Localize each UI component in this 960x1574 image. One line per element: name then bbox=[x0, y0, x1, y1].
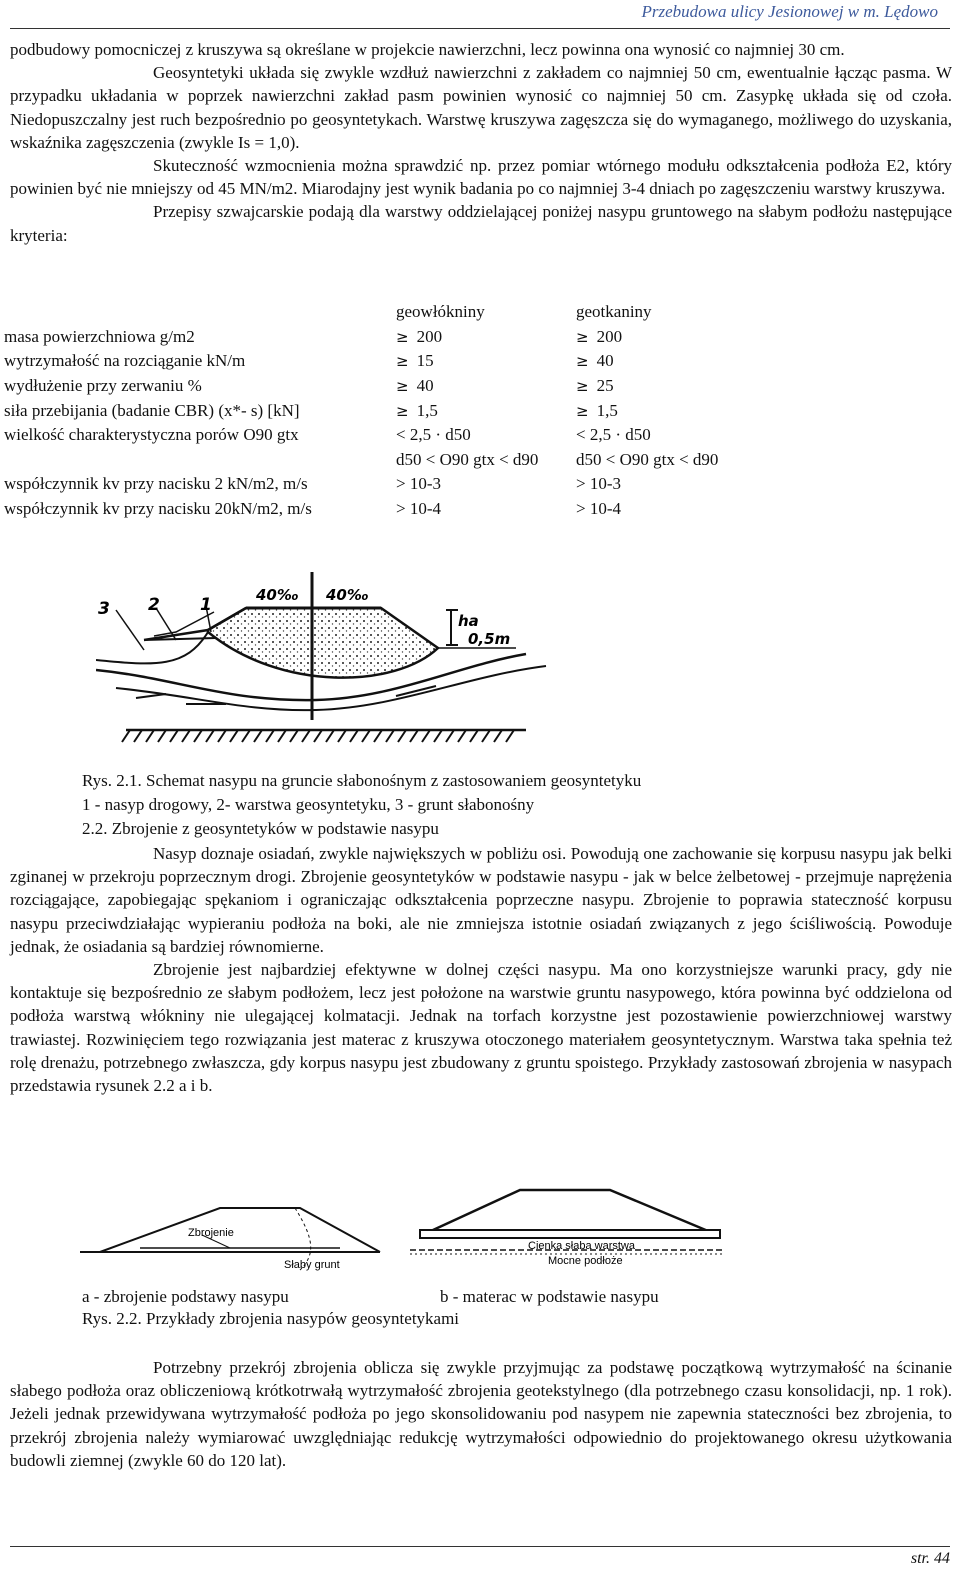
header-rule bbox=[10, 28, 950, 29]
criteria-value-geowlokniny bbox=[396, 472, 576, 497]
hatch-mark bbox=[206, 730, 214, 742]
figure2a-caption: a - zbrojenie podstawy nasypu bbox=[82, 1287, 289, 1306]
hatch-mark bbox=[470, 730, 478, 742]
label-slope-left: 40‰ bbox=[256, 586, 299, 604]
hatch-mark bbox=[278, 730, 286, 742]
embankment-schematic-figure bbox=[96, 570, 566, 750]
hatch-mark bbox=[242, 730, 250, 742]
criteria-row bbox=[4, 325, 904, 350]
criteria-value: 40 bbox=[416, 376, 434, 396]
criteria-row bbox=[4, 349, 904, 374]
paragraph-cross-section: Potrzebny przekrój zbrojenia oblicza się zwykle przyjmując za podstawę początkową wytrzymałość na ścinanie słabego podłoża oraz obliczeniową krótkotrwałą wytrzymałość zbrojenia geotekstylnego (dla potrzebnego czasu konsolidacji, np. 1 rok). Jeżeli jednak przewidywana wytrzymałość podłoża po jego skonsolidowaniu pod nasypem nie zapewnia stateczności bez zbrojenia, to przekrój zbrojenia należy wymiarować uwzględniając redukcję wytrzymałości odpowiednio do projektowanego okresu użytkowania budowli ziemnej (zwykle 60 do 120 lat). bbox=[10, 1358, 952, 1470]
hatch-mark bbox=[122, 730, 130, 742]
hatch-mark bbox=[338, 730, 346, 742]
label-distance: 0,5m bbox=[468, 630, 511, 648]
criteria-value: > 10-4 bbox=[396, 499, 441, 519]
hatch-mark bbox=[494, 730, 502, 742]
footer-rule bbox=[10, 1546, 950, 1547]
criteria-row bbox=[4, 423, 904, 448]
criteria-name: współczynnik kv przy nacisku 20kN/m2, m/s bbox=[4, 499, 312, 519]
criteria-value-geotkaniny bbox=[576, 472, 904, 497]
criteria-name: wydłużenie przy zerwaniu % bbox=[4, 376, 202, 396]
criteria-value-geotkaniny bbox=[576, 398, 904, 423]
criteria-row bbox=[4, 497, 904, 522]
criteria-name bbox=[4, 448, 396, 473]
hatch-mark bbox=[266, 730, 274, 742]
criteria-value: d50 < O90 gtx < d90 bbox=[396, 449, 539, 469]
hatch-mark bbox=[398, 730, 406, 742]
hatch-mark bbox=[422, 730, 430, 742]
hatch-mark bbox=[194, 730, 202, 742]
criteria-name: wielkość charakterystyczna porów O90 gtx bbox=[4, 425, 299, 445]
figure2b bbox=[410, 1190, 725, 1267]
hatch-mark bbox=[182, 730, 190, 742]
label-zbrojenie: Zbrojenie bbox=[188, 1227, 234, 1239]
hatch-mark bbox=[326, 730, 334, 742]
label-ha: ha bbox=[458, 612, 479, 630]
criteria-row bbox=[4, 398, 904, 423]
criteria-name: wytrzymałość na rozciąganie kN/m bbox=[4, 351, 246, 371]
criteria-value: 15 bbox=[416, 351, 434, 371]
label-slaby-grunt: Słaby grunt bbox=[284, 1259, 340, 1271]
criteria-value-geowlokniny bbox=[396, 398, 576, 423]
hatch-mark bbox=[314, 730, 322, 742]
criteria-value: d50 < O90 gtx < d90 bbox=[576, 449, 719, 469]
hatch-mark bbox=[134, 730, 142, 742]
criteria-header-row bbox=[4, 300, 904, 325]
hatch-mark bbox=[302, 730, 310, 742]
text-section-top bbox=[10, 38, 952, 247]
figure1-caption-title: Rys. 2.1. Schemat nasypu na gruncie słabonośnym z zastosowaniem geosyntetyku bbox=[82, 771, 642, 790]
hatch-mark bbox=[218, 730, 226, 742]
criteria-value: 200 bbox=[416, 326, 443, 346]
criteria-value: 200 bbox=[596, 326, 623, 346]
hatch-mark bbox=[290, 730, 298, 742]
hatch-mark bbox=[482, 730, 490, 742]
criteria-value: 1,5 bbox=[416, 400, 438, 420]
label-mocne-podloze: Mocne podłoże bbox=[548, 1255, 623, 1267]
header-geowlokniny: geowłókniny bbox=[396, 302, 485, 322]
paragraph-effectiveness: Skuteczność wzmocnienia można sprawdzić np. przez pomiar wtórnego modułu odkształcenia podłoża E2, który powinien być nie mniejszy od 45 MN/m2. Miarodajny jest wynik badania po co najmniej 3-4 dniach po zagęszczeniu warstwy kruszywa. bbox=[10, 156, 952, 199]
header-title: Przebudowa ulicy Jesionowej w m. Lędowo bbox=[641, 2, 938, 21]
criteria-row bbox=[4, 472, 904, 497]
reinforcement-examples-figure bbox=[80, 1180, 730, 1280]
figure2a bbox=[80, 1208, 380, 1271]
text-section-middle bbox=[10, 842, 952, 1097]
header-geotkaniny: geotkaniny bbox=[576, 302, 652, 322]
hatch-mark bbox=[386, 730, 394, 742]
criteria-value-geotkaniny bbox=[576, 349, 904, 374]
criteria-name: siła przebijania (badanie CBR) (x*- s) [kN] bbox=[4, 400, 300, 420]
figure2b-caption: b - materac w podstawie nasypu bbox=[440, 1287, 659, 1306]
greater-equal-symbol: ≥ bbox=[396, 352, 409, 371]
paragraph-reinforcement: Zbrojenie jest najbardziej efektywne w dolnej części nasypu. Ma ono korzystniejsze warunki pracy, gdy nie kontaktuje się bezpośrednio ze słabym podłożem, lecz jest położone na warstwie gruntu nasypowego, która powinna być oddzielona od podłoża warstwą włókniny nie ulegającej kolmatacji. Jednak na torfach korzystne jest pozostawienie powierzchniowej warstwy trawiastej. Rozwinięciem tego rozwiązania jest materac z kruszywa otoczonego materiałem geosyntetycznym. Warstwa taka spełnia też rolę drenażu, potrzebnego zwłaszcza, gdy korpus nasypu jest zbudowany z gruntu spoistego. Przykłady zastosowań zbrojenia w nasypach przedstawia rysunek 2.2 a i b. bbox=[10, 960, 952, 1096]
figure1-caption-legend: 1 - nasyp drogowy, 2- warstwa geosyntetyku, 3 - grunt słabonośny bbox=[82, 795, 535, 814]
criteria-value-geotkaniny bbox=[576, 448, 904, 473]
paragraph-geosynthetics: Geosyntetyki układa się zwykle wzdłuż nawierzchni z zakładem co najmniej 50 cm, ewentualnie łącząc pasma. W przypadku układania w poprzek nawierzchni zakład pasm powinien wynosić co najmniej 50 cm. Zasypkę układa się od czoła. Niedopuszczalny jest ruch bezpośrednio po geosyntetykach. Warstwę kruszywa zagęszcza się do wymaganego, możliwego do uzyskania, wskaźnika zagęszczenia (zwykle Is = 1,0). bbox=[10, 63, 952, 152]
criteria-value-geowlokniny bbox=[396, 325, 576, 350]
figure2-caption: Rys. 2.2. Przykłady zbrojenia nasypów geosyntetykami bbox=[82, 1309, 460, 1328]
criteria-value-geotkaniny bbox=[576, 325, 904, 350]
greater-equal-symbol: ≥ bbox=[576, 327, 589, 346]
hatch-mark bbox=[446, 730, 454, 742]
hatch-mark bbox=[506, 730, 514, 742]
greater-equal-symbol: ≥ bbox=[396, 401, 409, 420]
hatch-mark bbox=[410, 730, 418, 742]
criteria-table bbox=[4, 300, 904, 521]
hatch-mark bbox=[230, 730, 238, 742]
paragraph-settlement: Nasyp doznaje osiadań, zwykle największych w pobliżu osi. Powodują one zachowanie się korpusu nasypu jak belki zginanej w przekroju poprzecznym drogi. Zbrojenie geosyntetyków w podstawie nasypu - jak w belce żelbetowej - przejmuje naprężenia rozciągające, zapobiegając spękaniom i ograniczając odkształcenia poprzeczne nasypu. Zbrojenie to poprawia stateczność korpusu nasypu przeciwdziałając wypieraniu podłoża na boki, ale nie zmniejsza istotnie osiadań związanych z jego ściśliwością. Powoduje jednak, że osiadania są bardziej równomierne. bbox=[10, 844, 952, 956]
criteria-value-geowlokniny bbox=[396, 423, 576, 448]
embankment-body bbox=[208, 608, 438, 678]
paragraph-swiss-criteria: Przepisy szwajcarskie podają dla warstwy oddzielającej poniżej nasypu gruntowego na słabym podłożu następujące kryteria: bbox=[10, 202, 952, 245]
hatch-mark bbox=[170, 730, 178, 742]
criteria-row bbox=[4, 374, 904, 399]
label-2: 2 bbox=[148, 595, 160, 615]
criteria-value: < 2,5 · d50 bbox=[396, 425, 471, 445]
hatch-mark bbox=[158, 730, 166, 742]
criteria-name: współczynnik kv przy nacisku 2 kN/m2, m/s bbox=[4, 474, 308, 494]
criteria-value: 25 bbox=[596, 376, 614, 396]
criteria-value: < 2,5 · d50 bbox=[576, 425, 651, 445]
text-section-bottom bbox=[10, 1356, 952, 1472]
criteria-value-geowlokniny bbox=[396, 497, 576, 522]
section-heading-2-2: 2.2. Zbrojenie z geosyntetyków w podstawie nasypu bbox=[82, 819, 439, 838]
hatch-mark bbox=[434, 730, 442, 742]
label-cienka-warstwa: Cienka słaba warstwa bbox=[528, 1240, 635, 1252]
criteria-value-geotkaniny bbox=[576, 374, 904, 399]
base-hatching bbox=[122, 730, 514, 742]
greater-equal-symbol: ≥ bbox=[396, 327, 409, 346]
criteria-row bbox=[4, 448, 904, 473]
criteria-name: masa powierzchniowa g/m2 bbox=[4, 326, 195, 346]
label-3: 3 bbox=[98, 599, 110, 619]
greater-equal-symbol: ≥ bbox=[576, 377, 589, 396]
hatch-mark bbox=[374, 730, 382, 742]
criteria-value-geowlokniny bbox=[396, 349, 576, 374]
greater-equal-symbol: ≥ bbox=[576, 352, 589, 371]
criteria-value: > 10-3 bbox=[576, 474, 621, 494]
greater-equal-symbol: ≥ bbox=[576, 401, 589, 420]
hatch-mark bbox=[362, 730, 370, 742]
page-number: str. 44 bbox=[910, 1550, 950, 1567]
criteria-value: > 10-4 bbox=[576, 499, 621, 519]
criteria-value-geowlokniny bbox=[396, 374, 576, 399]
criteria-value: > 10-3 bbox=[396, 474, 441, 494]
hatch-mark bbox=[146, 730, 154, 742]
paragraph-continuation: podbudowy pomocniczej z kruszywa są określane w projekcie nawierzchni, lecz powinna ona wynosić co najmniej 30 cm. bbox=[10, 40, 845, 59]
label-slope-right: 40‰ bbox=[326, 586, 369, 604]
criteria-value-geowlokniny bbox=[396, 448, 576, 473]
criteria-value-geotkaniny bbox=[576, 497, 904, 522]
hatch-mark bbox=[458, 730, 466, 742]
criteria-value-geotkaniny bbox=[576, 423, 904, 448]
hatch-mark bbox=[350, 730, 358, 742]
criteria-value: 1,5 bbox=[596, 400, 618, 420]
mattress-layer bbox=[420, 1230, 720, 1238]
label-1: 1 bbox=[200, 595, 212, 615]
criteria-value: 40 bbox=[596, 351, 614, 371]
greater-equal-symbol: ≥ bbox=[396, 377, 409, 396]
hatch-mark bbox=[254, 730, 262, 742]
